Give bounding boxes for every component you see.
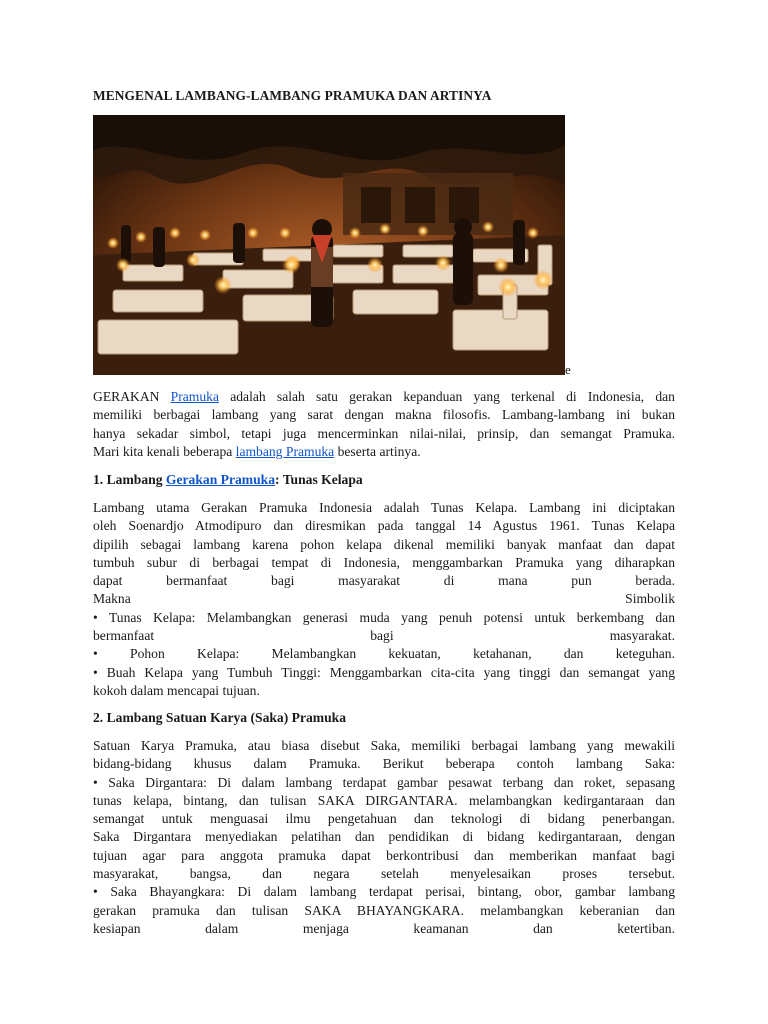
intro-text: adalah salah satu gerakan kepanduan yang terkenal di Indonesia, dan bbox=[219, 389, 675, 404]
section-2-line: semangat untuk menguasai ilmu pengetahuan dan teknologi di bidang penerbangan. bbox=[93, 811, 675, 827]
section-2-heading: 2. Lambang Satuan Karya (Saka) Pramuka bbox=[93, 710, 347, 725]
section-2-line: tujuan agar para anggota pramuka dapat berkontribusi dan memberikan manfaat bagi bbox=[93, 847, 675, 863]
section-1-line: Lambang utama Gerakan Pramuka Indonesia adalah Tunas Kelapa. Lambang ini diciptakan bbox=[93, 500, 675, 515]
section-1-line: • Tunas Kelapa: Melambangkan generasi muda yang penuh potensi untuk berkembang dan bbox=[93, 609, 675, 625]
section-2-line: tunas kelapa, bintang, dan tulisan SAKA DIRGANTARA. melambangkan kedirgantaraan dan bbox=[93, 792, 675, 808]
link-gerakan-pramuka[interactable]: Gerakan Pramuka bbox=[165, 472, 276, 487]
section-2-line: • Saka Dirgantara: Di dalam lambang terdapat gambar pesawat terbang dan roket, sepasang bbox=[93, 774, 675, 790]
intro-line-1 bbox=[93, 388, 675, 406]
photo-caption: e bbox=[565, 362, 571, 377]
heading-text: 1. Lambang bbox=[93, 472, 166, 487]
candlelight-ceremony-photo bbox=[93, 115, 565, 375]
intro-line-2: memiliki berbagai lambang yang sarat dengan makna filosofis. Lambang-lambang ini bukan bbox=[93, 407, 675, 423]
intro-line-4 bbox=[93, 443, 675, 461]
intro-text: beserta artinya. bbox=[334, 443, 421, 459]
heading-text: : Tunas Kelapa bbox=[275, 472, 363, 487]
section-2-line: kesiapan dalam menjaga keamanan dan ketertiban. bbox=[93, 920, 675, 936]
section-1-line: • Pohon Kelapa: Melambangkan kekuatan, ketahanan, dan keteguhan. bbox=[93, 646, 675, 662]
section-1-line: dipilih sebagai lambang karena pohon kelapa dikenal memiliki banyak manfaat dan dapat bbox=[93, 536, 675, 552]
section-2-line: bidang-bidang khusus dalam Pramuka. Berikut beberapa contoh lambang Saka: bbox=[93, 756, 675, 772]
document-title: MENGENAL LAMBANG-LAMBANG PRAMUKA DAN ARTINYA bbox=[93, 88, 492, 103]
intro-text: Mari kita kenali beberapa bbox=[93, 443, 236, 459]
section-1-line: kokoh dalam mencapai tujuan. bbox=[93, 682, 260, 698]
section-2-paragraph bbox=[93, 737, 675, 938]
section-2-line: Satuan Karya Pramuka, atau biasa disebut Saka, memiliki berbagai lambang yang mewakili bbox=[93, 738, 675, 753]
section-2-line: gerakan pramuka dan tulisan SAKA BHAYANGKARA. melambangkan keberanian dan bbox=[93, 902, 675, 918]
section-1-line: oleh Soenardjo Atmodipuro dan diresmikan pada tanggal 14 Agustus 1961. Tunas Kelapa bbox=[93, 518, 675, 534]
section-1-line: dapat bermanfaat bagi masyarakat di mana pun berada. bbox=[93, 573, 675, 589]
photo-illustration bbox=[93, 115, 565, 375]
section-1-line: tumbuh subur di berbagai tempat di Indonesia, menggambarkan Pramuka yang diharapkan bbox=[93, 554, 675, 570]
section-1-heading bbox=[93, 471, 363, 489]
section-1-paragraph bbox=[93, 499, 675, 700]
link-lambang-pramuka[interactable]: lambang Pramuka bbox=[235, 443, 335, 459]
intro-line-3: hanya sekadar simbol, tetapi juga mencerminkan nilai-nilai, prinsip, dan semangat Pramuka. bbox=[93, 425, 675, 441]
section-2-line: masyarakat, bangsa, dan negara setelah menyelesaikan proses tersebut. bbox=[93, 866, 675, 882]
section-2-line: Saka Dirgantara menyediakan pelatihan dan pendidikan di bidang kedirgantaraan, dengan bbox=[93, 829, 675, 845]
section-1-line: bermanfaat bagi masyarakat. bbox=[93, 628, 675, 644]
section-2-line: • Saka Bhayangkara: Di dalam lambang terdapat perisai, bintang, obor, gambar lambang bbox=[93, 884, 675, 900]
photo-block bbox=[93, 115, 673, 377]
section-1-line: Makna Simbolik bbox=[93, 591, 675, 607]
intro-text: GERAKAN bbox=[93, 389, 171, 404]
section-1-line: • Buah Kelapa yang Tumbuh Tinggi: Menggambarkan cita-cita yang tinggi dan semangat yang bbox=[93, 664, 675, 680]
intro-paragraph bbox=[93, 388, 675, 461]
link-pramuka[interactable]: Pramuka bbox=[170, 389, 219, 404]
